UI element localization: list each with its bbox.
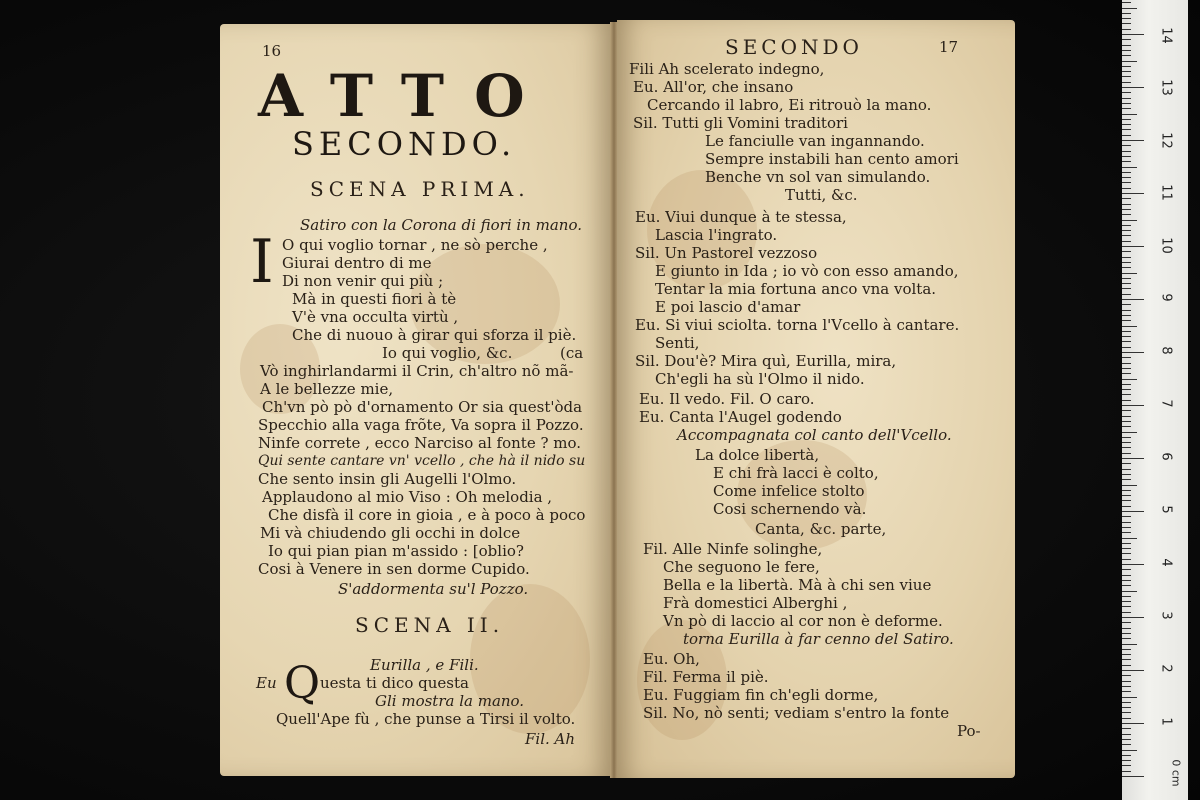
ruler-label: 1 bbox=[1158, 717, 1174, 726]
ruler-label: 7 bbox=[1158, 399, 1174, 408]
ruler-tick bbox=[1122, 114, 1137, 115]
ruler-tick bbox=[1122, 320, 1131, 321]
ruler-tick bbox=[1122, 532, 1131, 533]
ruler-tick bbox=[1122, 379, 1137, 380]
ruler-tick bbox=[1122, 442, 1131, 443]
ruler-tick bbox=[1122, 34, 1144, 35]
ruler-tick bbox=[1122, 326, 1137, 327]
scena-prima-heading: SCENA PRIMA. bbox=[310, 177, 530, 201]
stage-direction: Accompagnata col canto dell'Vcello. bbox=[677, 426, 952, 444]
ruler-tick bbox=[1122, 373, 1131, 374]
ruler-tick bbox=[1122, 612, 1131, 613]
ruler-tick bbox=[1122, 760, 1131, 761]
ruler-tick bbox=[1122, 564, 1144, 565]
ruler-tick bbox=[1122, 691, 1131, 692]
ruler-tick bbox=[1122, 331, 1131, 332]
ruler-tick bbox=[1122, 755, 1131, 756]
verse-line: Ch'egli ha sù l'Olmo il nido. bbox=[655, 370, 865, 388]
verse-line: Vò inghirlandarmi il Crin, ch'altro nõ mã- bbox=[260, 362, 574, 380]
ruler-tick bbox=[1122, 214, 1131, 215]
ruler-tick bbox=[1122, 341, 1131, 342]
ruler-tick bbox=[1122, 299, 1144, 300]
verse-line: Bella e la libertà. Mà à chi sen viue bbox=[663, 576, 932, 594]
ruler-tick bbox=[1122, 145, 1131, 146]
ruler-label: 12 bbox=[1158, 132, 1174, 149]
drop-cap-i: I bbox=[250, 227, 274, 297]
verse-line: Eu. Fuggiam fin ch'egli dorme, bbox=[643, 686, 879, 704]
ruler-tick bbox=[1122, 347, 1131, 348]
ruler-tick bbox=[1122, 82, 1131, 83]
ruler-label: 8 bbox=[1158, 346, 1174, 355]
ruler-tick bbox=[1122, 188, 1131, 189]
ruler-tick bbox=[1122, 633, 1131, 634]
ruler-tick bbox=[1122, 50, 1131, 51]
ruler-tick bbox=[1122, 410, 1131, 411]
ruler-tick bbox=[1122, 92, 1131, 93]
ruler-tick bbox=[1122, 500, 1131, 501]
verse-line: Come infelice stolto bbox=[713, 482, 865, 500]
ruler-tick bbox=[1122, 776, 1144, 777]
ruler-label: 5 bbox=[1158, 505, 1174, 514]
ruler-tick bbox=[1122, 495, 1131, 496]
verse-line: Io qui voglio, &c. bbox=[382, 344, 513, 362]
ruler-tick bbox=[1122, 235, 1131, 236]
ruler-tick bbox=[1122, 135, 1131, 136]
verse-line: Eu. Si viui sciolta. torna l'Vcello à cantare. bbox=[635, 316, 960, 334]
ruler-tick bbox=[1122, 156, 1131, 157]
verse-line: Tutti, &c. bbox=[785, 186, 858, 204]
ruler-tick bbox=[1122, 416, 1131, 417]
ruler-tick bbox=[1122, 55, 1131, 56]
ruler-tick bbox=[1122, 363, 1131, 364]
verse-line: Applaudono al mio Viso : Oh melodia , bbox=[262, 488, 553, 506]
ruler-tick bbox=[1122, 479, 1131, 480]
ruler-tick bbox=[1122, 204, 1131, 205]
ruler-tick bbox=[1122, 628, 1131, 629]
ruler-tick bbox=[1122, 654, 1131, 655]
ruler-tick bbox=[1122, 739, 1131, 740]
ruler-tick bbox=[1122, 765, 1131, 766]
right-page bbox=[617, 20, 1015, 778]
ruler-tick bbox=[1122, 575, 1131, 576]
verse-line: Ninfe correte , ecco Narciso al fonte ? mo. bbox=[258, 434, 582, 452]
ruler-tick bbox=[1122, 675, 1131, 676]
ruler-tick bbox=[1122, 771, 1131, 772]
ruler-tick bbox=[1122, 649, 1131, 650]
verse-line: Le fanciulle van ingannando. bbox=[705, 132, 925, 150]
ruler-tick bbox=[1122, 458, 1144, 459]
verse-line: La dolce libertà, bbox=[695, 446, 820, 464]
ruler-tick bbox=[1122, 702, 1131, 703]
verse-line: Cercando il labro, Ei ritrouò la mano. bbox=[647, 96, 932, 114]
ruler-label: 14 bbox=[1158, 27, 1174, 44]
ruler-tick bbox=[1122, 273, 1137, 274]
ruler-tick bbox=[1122, 352, 1144, 353]
ruler-tick bbox=[1122, 543, 1131, 544]
verse-line: Fil. Ferma il piè. bbox=[643, 668, 769, 686]
ruler-tick bbox=[1122, 71, 1131, 72]
ruler-tick bbox=[1122, 432, 1137, 433]
ruler-label-cm: 0 cm bbox=[1169, 759, 1183, 787]
verse-line: V'è vna occulta virtù , bbox=[292, 308, 459, 326]
verse-line: Mà in questi fiori à tè bbox=[292, 290, 457, 308]
verse-line: Eu. Viui dunque à te stessa, bbox=[635, 208, 847, 226]
ruler-tick bbox=[1122, 490, 1131, 491]
ruler-tick bbox=[1122, 405, 1144, 406]
ruler-tick bbox=[1122, 384, 1131, 385]
ruler-tick bbox=[1122, 559, 1131, 560]
verse-line: Cosi à Venere in sen dorme Cupido. bbox=[258, 560, 530, 578]
ruler-tick bbox=[1122, 220, 1137, 221]
speaker-label: Eu bbox=[256, 674, 277, 692]
verse-line: E poi lascio d'amar bbox=[655, 298, 801, 316]
ruler-tick bbox=[1122, 2, 1131, 3]
verse-line: Mi và chiudendo gli occhi in dolce bbox=[260, 524, 521, 542]
verse-line: Ch'vn pò pò d'ornamento Or sia quest'òda bbox=[262, 398, 583, 416]
ruler-tick bbox=[1122, 357, 1131, 358]
verse-line: Eu. Oh, bbox=[643, 650, 700, 668]
ruler-tick bbox=[1122, 638, 1131, 639]
verse-line: Che seguono le fere, bbox=[663, 558, 820, 576]
ruler-tick bbox=[1122, 750, 1137, 751]
ruler-tick bbox=[1122, 644, 1137, 645]
catchword: Fil. Ah bbox=[525, 730, 576, 748]
ruler-tick bbox=[1122, 18, 1131, 19]
ruler-label: 11 bbox=[1158, 184, 1174, 201]
verse-line: Sil. No, nò senti; vediam s'entro la fonte bbox=[643, 704, 950, 722]
verse-line: uesta ti dico questa bbox=[320, 674, 469, 692]
ruler-tick bbox=[1122, 315, 1131, 316]
ruler-label: 13 bbox=[1158, 79, 1174, 96]
ruler-tick bbox=[1122, 87, 1144, 88]
ruler-tick bbox=[1122, 13, 1131, 14]
ruler-tick bbox=[1122, 103, 1131, 104]
ruler-tick bbox=[1122, 241, 1131, 242]
ruler-tick bbox=[1122, 670, 1144, 671]
ruler-tick bbox=[1122, 368, 1131, 369]
ruler-tick bbox=[1122, 686, 1131, 687]
ruler-tick bbox=[1122, 182, 1131, 183]
ruler-tick bbox=[1122, 400, 1131, 401]
ruler-tick bbox=[1122, 511, 1144, 512]
ruler-tick bbox=[1122, 516, 1131, 517]
side-note: (ca bbox=[560, 344, 584, 362]
ruler-label: 2 bbox=[1158, 664, 1174, 673]
ruler-tick bbox=[1122, 596, 1131, 597]
verse-line: Fil. Alle Ninfe solinghe, bbox=[643, 540, 823, 558]
ruler-tick bbox=[1122, 45, 1131, 46]
stage-direction: Eurilla , e Fili. bbox=[370, 656, 479, 674]
stage-direction: Gli mostra la mano. bbox=[375, 692, 525, 710]
stage-direction: S'addormenta su'l Pozzo. bbox=[338, 580, 529, 598]
ruler-tick bbox=[1122, 506, 1131, 507]
ruler-tick bbox=[1122, 591, 1137, 592]
verse-line: Giurai dentro di me bbox=[282, 254, 432, 272]
ruler-tick bbox=[1122, 124, 1131, 125]
verse-line: Benche vn sol van simulando. bbox=[705, 168, 931, 186]
ruler-tick bbox=[1122, 453, 1131, 454]
ruler-tick bbox=[1122, 61, 1137, 62]
verse-line: E chi frà lacci è colto, bbox=[713, 464, 879, 482]
ruler-tick bbox=[1122, 437, 1131, 438]
ruler-label: 6 bbox=[1158, 452, 1174, 461]
verse-line: Che di nuouo à girar qui sforza il piè. bbox=[292, 326, 577, 344]
verse-line: Quell'Ape fù , che punse a Tirsi il volto. bbox=[276, 710, 576, 728]
verse-line: Che disfà il core in gioia , e à poco à poco bbox=[268, 506, 586, 524]
ruler-tick bbox=[1122, 622, 1131, 623]
ruler-tick bbox=[1122, 230, 1131, 231]
left-page bbox=[220, 24, 610, 776]
verse-line: Sil. Dou'è? Mira quì, Eurilla, mira, bbox=[635, 352, 897, 370]
ruler-tick bbox=[1122, 665, 1131, 666]
ruler-tick bbox=[1122, 193, 1144, 194]
verse-line: Che sento insin gli Augelli l'Olmo. bbox=[258, 470, 517, 488]
verse-line: Sil. Un Pastorel vezzoso bbox=[635, 244, 818, 262]
ruler-tick bbox=[1122, 251, 1131, 252]
ruler-tick bbox=[1122, 310, 1131, 311]
ruler-tick bbox=[1122, 389, 1131, 390]
ruler-tick bbox=[1122, 522, 1131, 523]
page-number-right: 17 bbox=[939, 38, 959, 56]
ruler-tick bbox=[1122, 569, 1131, 570]
ruler-tick bbox=[1122, 426, 1131, 427]
ruler-tick bbox=[1122, 617, 1144, 618]
stage-direction: torna Eurilla à far cenno del Satiro. bbox=[683, 630, 954, 648]
drop-cap-q: Q bbox=[284, 658, 321, 709]
verse-line: Di non venir qui più ; bbox=[282, 272, 444, 290]
ruler-tick bbox=[1122, 421, 1131, 422]
ruler-tick bbox=[1122, 718, 1131, 719]
ruler-tick bbox=[1122, 161, 1131, 162]
ruler-tick bbox=[1122, 697, 1137, 698]
ruler-tick bbox=[1122, 66, 1131, 67]
ruler-tick bbox=[1122, 76, 1131, 77]
ruler-tick bbox=[1122, 151, 1131, 152]
ruler-tick bbox=[1122, 538, 1137, 539]
ruler-tick bbox=[1122, 548, 1131, 549]
verse-line: E giunto in Ida ; io vò con esso amando, bbox=[655, 262, 959, 280]
verse-line: Canta, &c. parte, bbox=[755, 520, 887, 538]
verse-line: Sempre instabili han cento amori bbox=[705, 150, 959, 168]
verse-line: Fili Ah scelerato indegno, bbox=[629, 60, 825, 78]
ruler-tick bbox=[1122, 278, 1131, 279]
ruler-tick bbox=[1122, 283, 1131, 284]
ruler-tick bbox=[1122, 728, 1131, 729]
ruler-tick bbox=[1122, 580, 1131, 581]
ruler-tick bbox=[1122, 294, 1131, 295]
ruler-tick bbox=[1122, 707, 1131, 708]
ruler-label: 9 bbox=[1158, 293, 1174, 302]
ruler-tick bbox=[1122, 336, 1131, 337]
ruler-tick bbox=[1122, 734, 1131, 735]
stage-direction: Satiro con la Corona di fiori in mano. bbox=[300, 216, 582, 234]
ruler-label: 10 bbox=[1158, 237, 1174, 254]
verse-line: Vn pò di laccio al cor non è deforme. bbox=[663, 612, 943, 630]
verse-line: Eu. All'or, che insano bbox=[633, 78, 794, 96]
ruler-tick bbox=[1122, 140, 1144, 141]
verse-line: Lascia l'ingrato. bbox=[655, 226, 778, 244]
ruler-tick bbox=[1122, 8, 1137, 9]
ruler-tick bbox=[1122, 723, 1144, 724]
ruler-tick bbox=[1122, 304, 1131, 305]
ruler-tick bbox=[1122, 246, 1144, 247]
ruler-tick bbox=[1122, 262, 1131, 263]
ruler-tick bbox=[1122, 225, 1131, 226]
ruler-tick bbox=[1122, 172, 1131, 173]
ruler-tick bbox=[1122, 659, 1131, 660]
verse-line: Specchio alla vaga frõte, Va sopra il Pozzo. bbox=[258, 416, 584, 434]
ruler-tick bbox=[1122, 474, 1131, 475]
ruler-tick bbox=[1122, 469, 1131, 470]
ruler-tick bbox=[1122, 209, 1131, 210]
title-secondo: SECONDO. bbox=[292, 125, 517, 163]
ruler-tick bbox=[1122, 177, 1131, 178]
verse-line: Cosi schernendo và. bbox=[713, 500, 867, 518]
ruler-label: 4 bbox=[1158, 558, 1174, 567]
ruler-tick bbox=[1122, 167, 1137, 168]
ruler-tick bbox=[1122, 394, 1131, 395]
ruler-tick bbox=[1122, 129, 1131, 130]
ruler-label: 3 bbox=[1158, 611, 1174, 620]
ruler-tick bbox=[1122, 39, 1131, 40]
ruler-tick bbox=[1122, 601, 1131, 602]
ruler-tick bbox=[1122, 712, 1131, 713]
ruler-tick bbox=[1122, 257, 1131, 258]
ruler-tick bbox=[1122, 681, 1131, 682]
verse-line: A le bellezze mie, bbox=[260, 380, 394, 398]
ruler-tick bbox=[1122, 288, 1131, 289]
verse-line: O qui voglio tornar , ne sò perche , bbox=[282, 236, 548, 254]
ruler-tick bbox=[1122, 485, 1137, 486]
verse-line: Io qui pian pian m'assido : [oblio? bbox=[268, 542, 524, 560]
ruler-tick bbox=[1122, 744, 1131, 745]
ruler-tick bbox=[1122, 553, 1131, 554]
verse-line: Tentar la mia fortuna anco vna volta. bbox=[655, 280, 937, 298]
scena-ii-heading: SCENA II. bbox=[355, 613, 505, 637]
verse-line: Eu. Canta l'Augel godendo bbox=[639, 408, 842, 426]
verse-line: Eu. Il vedo. Fil. O caro. bbox=[639, 390, 815, 408]
ruler-tick bbox=[1122, 98, 1131, 99]
verse-line: Senti, bbox=[655, 334, 700, 352]
running-head: SECONDO bbox=[725, 35, 863, 59]
ruler-tick bbox=[1122, 198, 1131, 199]
page-number-left: 16 bbox=[262, 42, 282, 60]
ruler-tick bbox=[1122, 23, 1131, 24]
ruler-tick bbox=[1122, 463, 1131, 464]
title-atto: ATTO bbox=[258, 62, 555, 130]
ruler-tick bbox=[1122, 119, 1131, 120]
ruler-tick bbox=[1122, 108, 1131, 109]
verse-line: Frà domestici Alberghi , bbox=[663, 594, 848, 612]
verse-line: Qui sente cantare vn' vcello , che hà il nido su bbox=[258, 453, 586, 469]
catchword: Po- bbox=[957, 722, 981, 740]
open-book bbox=[212, 12, 1024, 782]
ruler-tick bbox=[1122, 447, 1131, 448]
ruler-tick bbox=[1122, 527, 1131, 528]
ruler-tick bbox=[1122, 267, 1131, 268]
ruler-tick bbox=[1122, 585, 1131, 586]
verse-line: Sil. Tutti gli Vomini traditori bbox=[633, 114, 848, 132]
ruler-tick bbox=[1122, 29, 1131, 30]
ruler-tick bbox=[1122, 606, 1131, 607]
measuring-ruler bbox=[1122, 0, 1188, 800]
